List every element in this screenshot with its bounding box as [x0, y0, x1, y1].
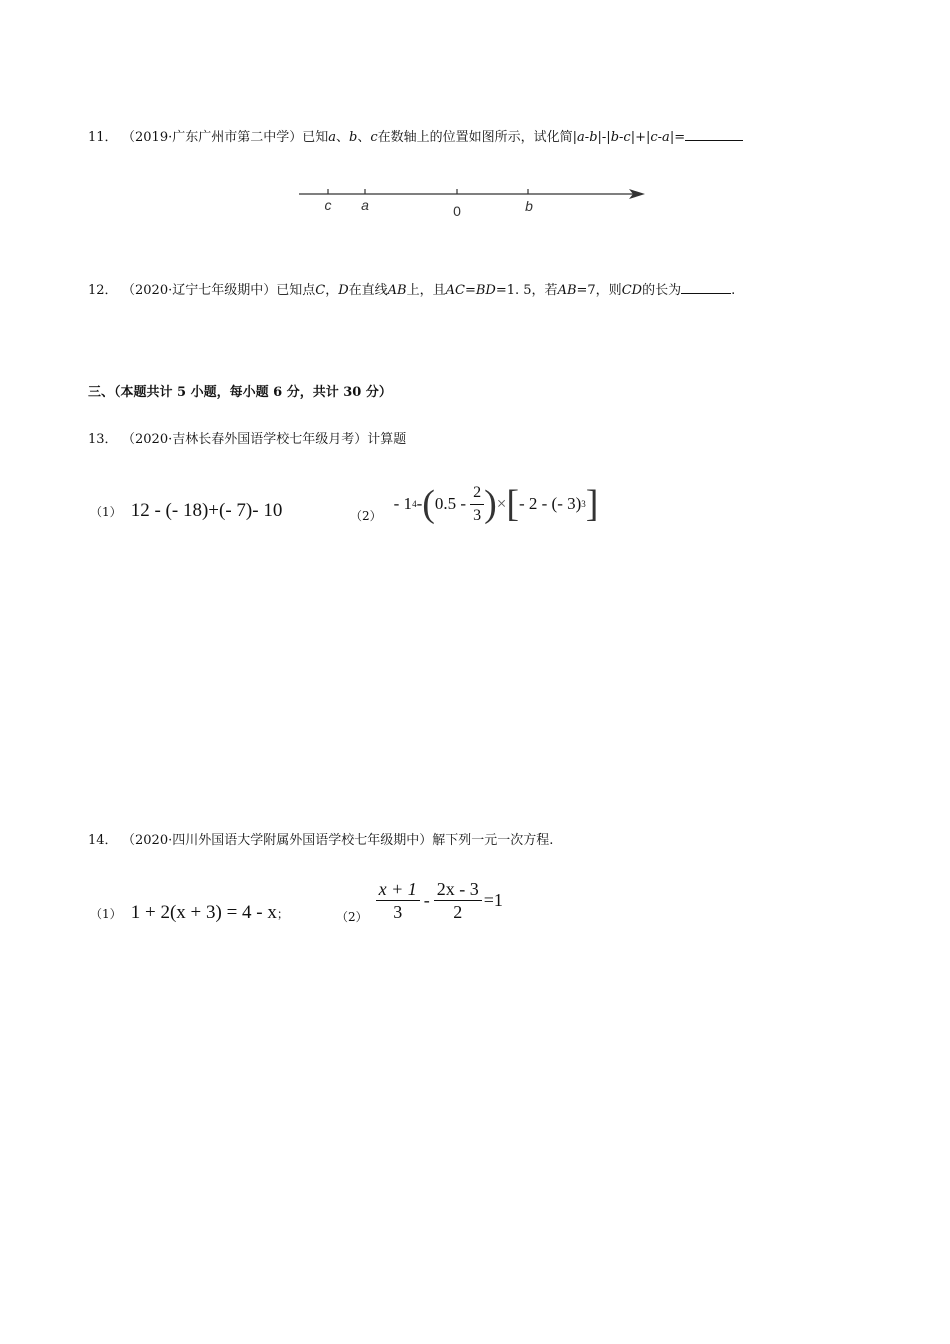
question-12 [88, 281, 735, 300]
fraction-denominator: 3 [473, 506, 482, 524]
fraction [434, 878, 482, 923]
var-c: c [650, 130, 658, 145]
text: ； [276, 907, 289, 921]
text: . [731, 283, 736, 298]
label-b: b [525, 198, 533, 214]
var-a: a [662, 130, 670, 145]
text: 已知 [302, 130, 329, 145]
text: |-| [597, 130, 611, 145]
right-bracket: ] [585, 483, 599, 525]
text: 已知点 [276, 283, 316, 298]
part-label: （2） [336, 910, 368, 924]
text: ， [325, 283, 339, 298]
fraction-numerator: 2 [470, 482, 484, 505]
q14-part2 [336, 876, 503, 925]
var-a: a [577, 130, 585, 145]
var-d: D [338, 283, 349, 298]
question-13 [88, 431, 406, 449]
math-expression: 1 + 2(x + 3) = 4 - x [130, 902, 277, 923]
var-c: c [623, 130, 631, 145]
answer-blank[interactable] [681, 281, 731, 294]
number-line-figure [295, 180, 655, 224]
exponent: 3 [581, 499, 586, 509]
fraction-numerator: x + 1 [376, 878, 420, 901]
expr-term: - 2 - (- 3) [518, 494, 582, 513]
text: 上，且 [406, 283, 446, 298]
question-number: 14． [88, 833, 118, 848]
question-task: 计算题 [367, 432, 407, 447]
var-cd: CD [621, 283, 643, 298]
fraction [470, 482, 484, 527]
var-ac: AC [445, 283, 465, 298]
var-b: b [610, 130, 620, 145]
question-source: （2020·四川外国语大学附属外国语学校七年级期中） [122, 833, 433, 848]
expr-term: - 1 [393, 494, 413, 513]
question-source: （2020·辽宁七年级期中） [122, 283, 277, 298]
question-number: 13． [88, 432, 118, 447]
exponent: 4 [412, 499, 417, 509]
section-heading: 三、（本题共计 5 小题，每小题 6 分，共计 30 分） [88, 385, 392, 400]
part-label: （2） [350, 508, 382, 523]
var-b: b [589, 130, 598, 145]
question-task: 解下列一元一次方程. [432, 833, 554, 848]
text: =1. 5，若 [495, 283, 558, 298]
question-14 [88, 832, 553, 850]
answer-blank[interactable] [685, 128, 743, 141]
fraction [376, 878, 420, 923]
expr-term: 0.5 - [434, 494, 467, 513]
text: 、 [357, 130, 371, 145]
text: 在数轴上的位置如图所示，试化简| [377, 130, 578, 145]
var-b: b [349, 130, 358, 145]
text: |+| [630, 130, 651, 145]
label-a: a [361, 197, 369, 213]
operator: × [496, 494, 507, 513]
text: =7，则 [576, 283, 622, 298]
q13-part2 [350, 478, 598, 530]
fraction-denominator: 2 [453, 902, 463, 922]
text: = [464, 283, 476, 298]
right-paren: ) [484, 483, 497, 525]
text: - [619, 130, 624, 145]
q14-part1 [90, 902, 289, 924]
question-number: 11． [88, 130, 118, 145]
left-bracket: [ [506, 483, 519, 525]
fraction-denominator: 3 [393, 902, 403, 922]
var-ab: AB [557, 283, 577, 298]
var-c: C [315, 283, 326, 298]
question-11 [88, 128, 743, 147]
question-number: 12． [88, 283, 118, 298]
fraction-numerator: 2x - 3 [434, 878, 482, 901]
var-c: c [370, 130, 378, 145]
math-expression [394, 482, 599, 527]
equation-rhs: =1 [483, 890, 503, 910]
operator: - [416, 494, 423, 513]
operator: - [423, 890, 430, 910]
q13-part1 [90, 500, 282, 522]
math-expression [376, 878, 503, 923]
text: - [657, 130, 663, 145]
var-a: a [328, 130, 336, 145]
part-label: （1） [90, 907, 122, 921]
label-zero: 0 [453, 203, 461, 219]
part-label: （1） [90, 505, 122, 519]
text: 在直线 [348, 283, 388, 298]
label-c: c [324, 197, 332, 213]
question-source: （2020·吉林长春外国语学校七年级月考） [122, 432, 368, 447]
var-bd: BD [475, 283, 496, 298]
question-source: （2019·广东广州市第二中学） [122, 130, 303, 145]
text: 、 [336, 130, 350, 145]
text: 的长为 [642, 283, 682, 298]
text: - [584, 130, 590, 145]
text: |= [669, 130, 686, 145]
left-paren: ( [422, 483, 435, 525]
var-ab: AB [387, 283, 407, 298]
math-expression: 12 - (- 18)+(- 7)- 10 [130, 500, 283, 521]
